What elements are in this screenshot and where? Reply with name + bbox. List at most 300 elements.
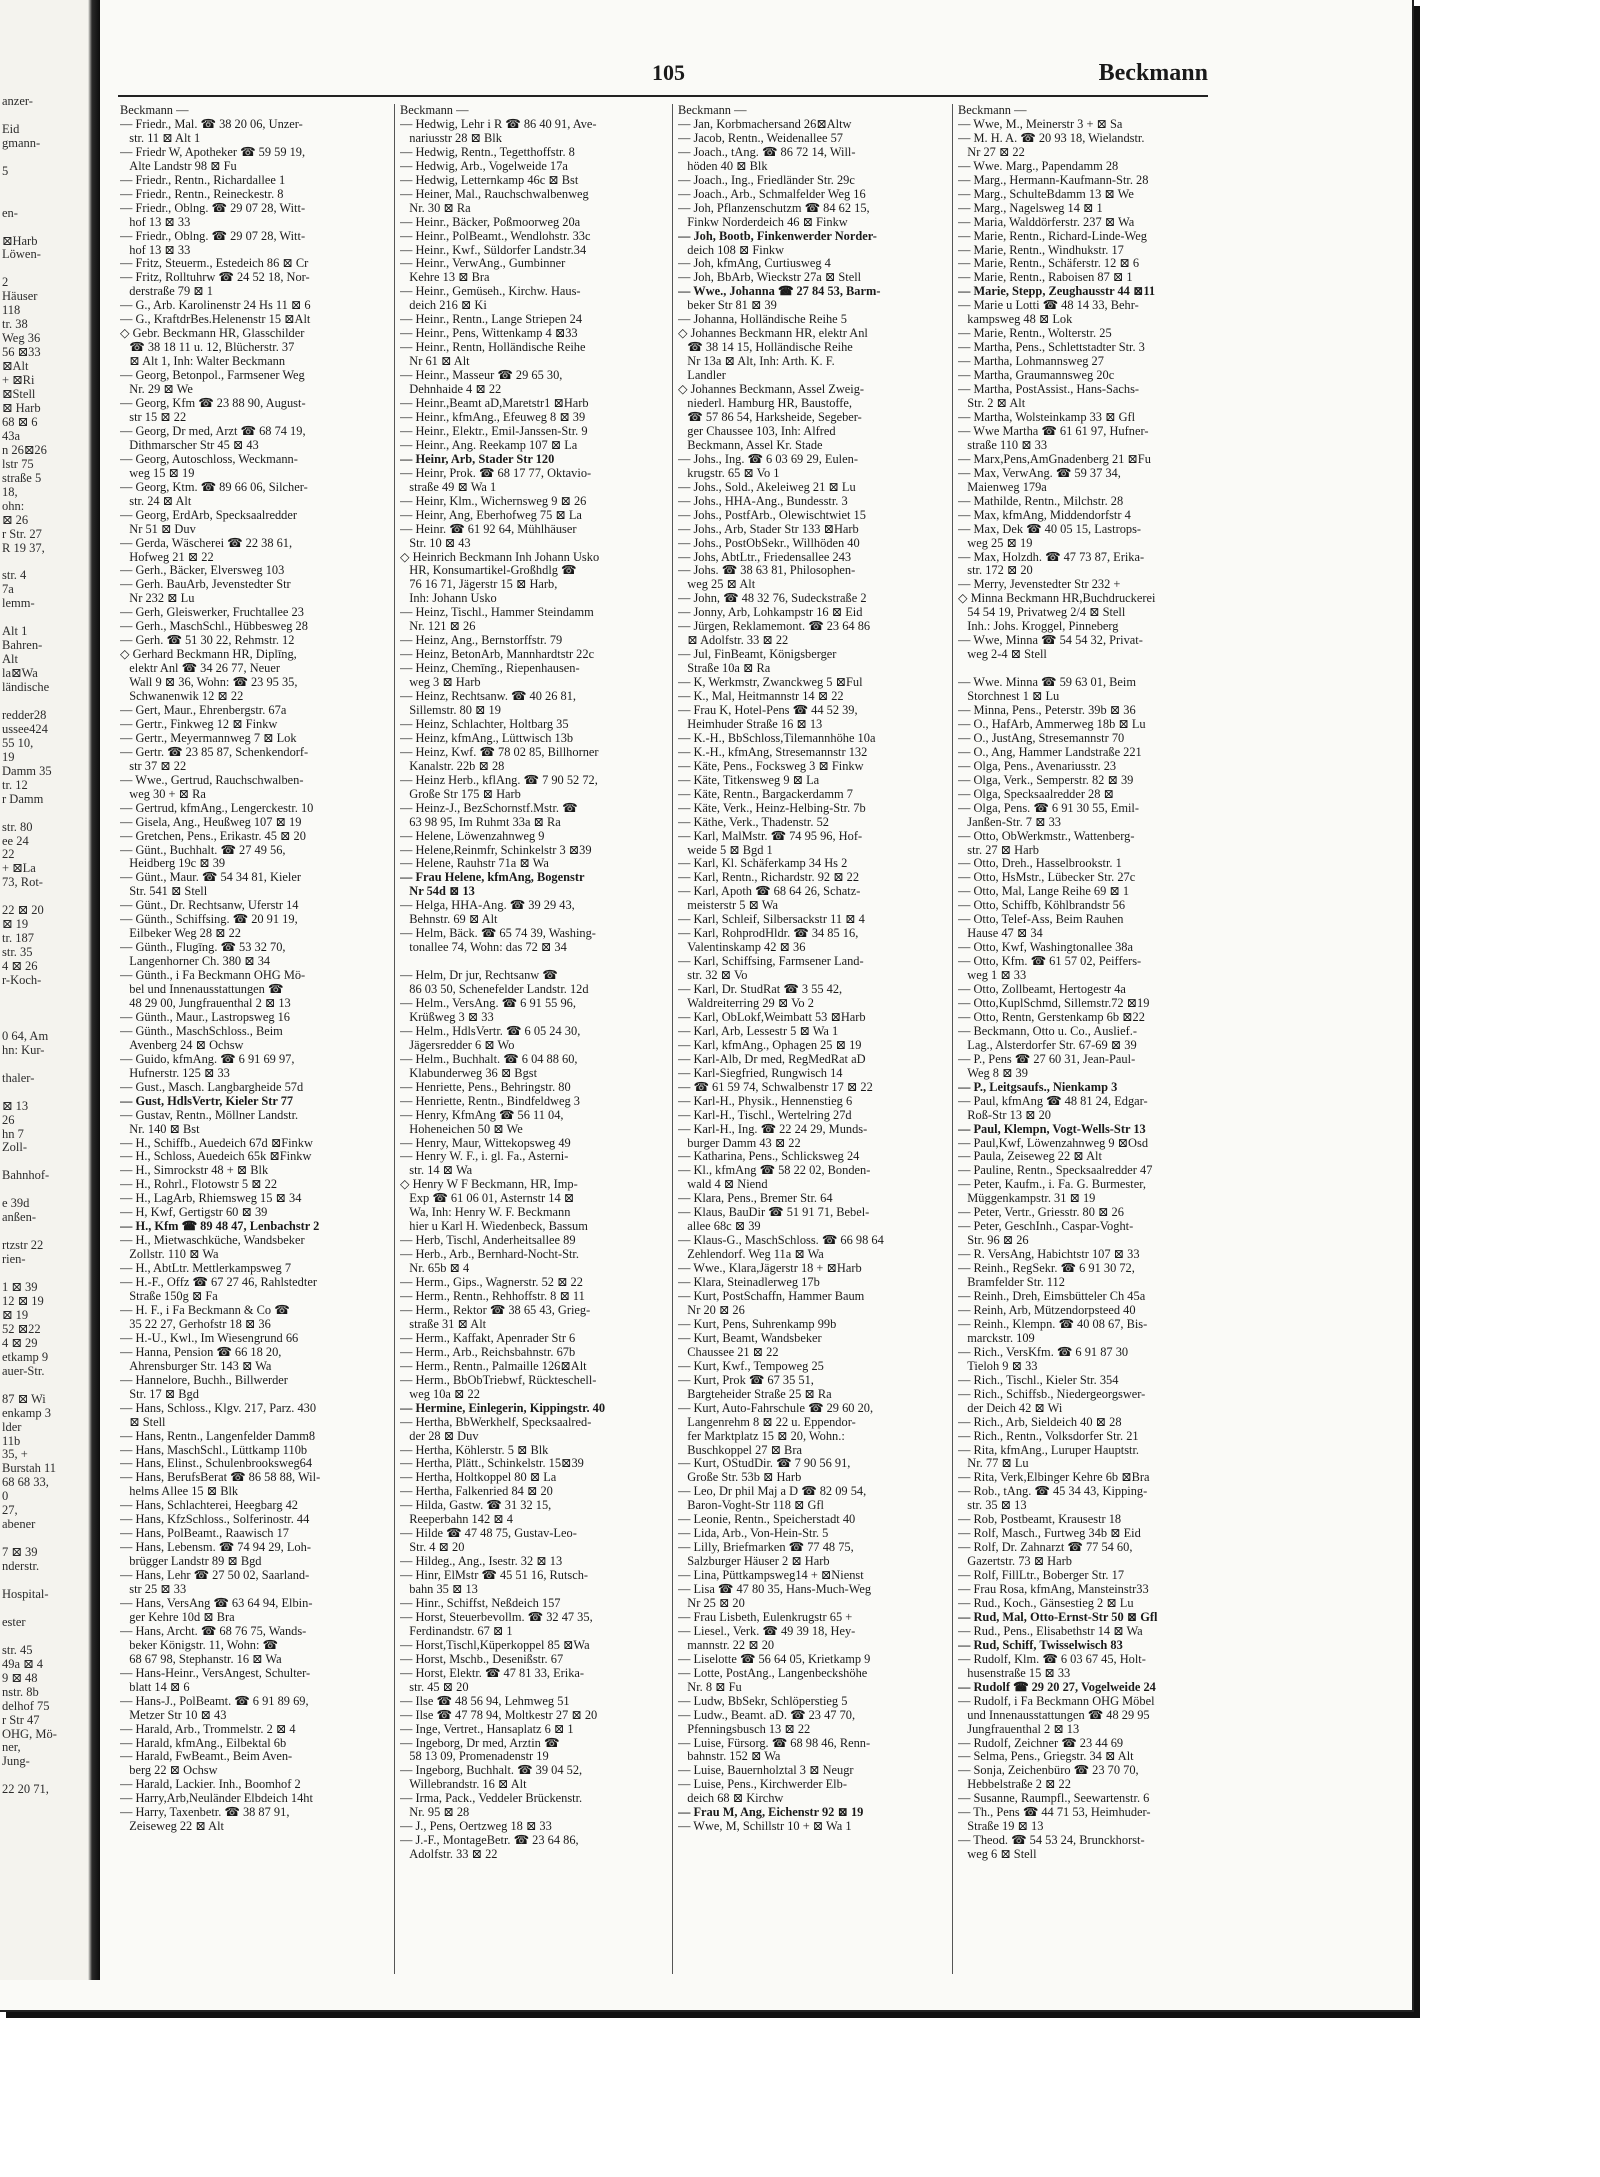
directory-entry: — Helm, Bäck. ☎ 65 74 39, Washing-: [400, 927, 596, 941]
directory-entry: — Kurt, Auto-Fahrschule ☎ 29 60 20,: [678, 1401, 874, 1415]
directory-entry: — Herm., Kaffakt, Apenrader Str 6: [400, 1331, 576, 1345]
gutter-fragment: 7a: [2, 582, 14, 597]
directory-entry: — Friedr., Oblng. ☎ 29 07 28, Witt-: [120, 229, 306, 243]
directory-entry: — Gerh, Gleiswerker, Fruchtallee 23: [120, 606, 304, 620]
column-divider: [952, 104, 953, 1974]
gutter-fragment: [2, 1574, 80, 1588]
directory-entry: — H., LagArb, Rhiemsweg 15 ⊠ 34: [120, 1192, 302, 1206]
directory-entry: — M. H. A. ☎ 20 93 18, Wielandstr.: [958, 131, 1145, 145]
gutter-fragment: r-Koch-: [2, 973, 42, 988]
directory-entry: — Lotte, PostAng., Langenbeckshöhe: [678, 1666, 868, 1680]
gutter-fragment: ⊠ 19: [2, 1307, 29, 1322]
gutter-fragment: auer-Str.: [2, 1363, 45, 1378]
gutter-fragment: Bahren-: [2, 638, 43, 653]
directory-entry: — Heinz, Rechtsanw. ☎ 40 26 81,: [400, 690, 577, 704]
directory-entry: — Friedr., Rentn., Richardallee 1: [120, 173, 286, 187]
directory-entry: — Heinz, Tischl., Hammer Steindamm: [400, 606, 594, 620]
directory-entry: Finkw Norderdeich 46 ⊠ Finkw: [678, 215, 848, 229]
directory-entry: — Hilda, Gastw. ☎ 31 32 15,: [400, 1499, 552, 1513]
directory-entry: — Reinh, Arb, Mützendorpsteed 40: [958, 1303, 1136, 1317]
gutter-fragment: ländische: [2, 680, 50, 695]
directory-entry: — Günth., Schiffsing. ☎ 20 91 19,: [120, 913, 298, 927]
directory-entry: Nr. 77 ⊠ Lu: [958, 1457, 1029, 1471]
directory-entry: Nr 61 ⊠ Alt: [400, 355, 470, 369]
gutter-fragment: en-: [2, 205, 18, 220]
directory-entry: — Rud., Koch., Gänsestieg 2 ⊠ Lu: [958, 1596, 1134, 1610]
directory-entry: — Hertha, Falkenried 84 ⊠ 20: [400, 1485, 553, 1499]
directory-entry: ◇ Gebr. Beckmann HR, Glasschilder: [120, 327, 305, 341]
directory-entry: beker Königstr. 11, Wohn: ☎: [120, 1638, 278, 1652]
directory-entry: — Frau Rosa, kfmAng, Mansteinstr33: [958, 1583, 1149, 1597]
directory-entry: Bramfelder Str. 112: [958, 1276, 1065, 1290]
directory-entry: brügger Landstr 89 ⊠ Bgd: [120, 1555, 262, 1569]
directory-entry: ⊠ Stell: [120, 1415, 166, 1429]
directory-entry: — Heinz, Schlachter, Holtbarg 35: [400, 717, 569, 731]
gutter-fragment: 56 ⊠33: [2, 345, 41, 360]
directory-entry: Jungfrauenthal 2 ⊠ 13: [958, 1722, 1080, 1736]
gutter-fragment: [2, 151, 80, 165]
gutter-fragment: [2, 221, 80, 235]
directory-entry: — Johs., Arb, Stader Str 133 ⊠Harb: [678, 522, 859, 536]
directory-entry: — Otto, Dreh., Hasselbrookstr. 1: [958, 857, 1122, 871]
directory-entry: Str. 17 ⊠ Bgd: [120, 1387, 199, 1401]
directory-entry: hier u Karl H. Wiedenbeck, Bassum: [400, 1220, 588, 1234]
directory-entry: — Harry,Arb,Neuländer Elbdeich 14ht: [120, 1792, 313, 1806]
directory-entry: — Henry, Maur, Wittekopsweg 49: [400, 1136, 571, 1150]
directory-entry: — Kurt, Kwf., Tempoweg 25: [678, 1359, 824, 1373]
directory-entry: Landler: [678, 369, 726, 383]
gutter-fragment: ⊠Harb: [2, 233, 38, 248]
gutter-fragment: Zoll-: [2, 1140, 27, 1155]
directory-entry: ☎ 57 86 54, Harksheide, Segeber-: [678, 410, 862, 424]
directory-entry: — Rudolf ☎ 29 20 27, Vogelweide 24: [958, 1680, 1156, 1694]
directory-entry: — Marg., Nagelsweg 14 ⊠ 1: [958, 201, 1103, 215]
directory-entry: — Karl-H., Tischl., Wertelring 27d: [678, 1108, 852, 1122]
directory-entry: — Helm., VersAng. ☎ 6 91 55 96,: [400, 997, 576, 1010]
directory-entry: burger Damm 43 ⊠ 22: [678, 1136, 801, 1150]
directory-entry: mannstr. 22 ⊠ 20: [678, 1638, 775, 1652]
directory-entry: — Otto, Kwf, Washingtonallee 38a: [958, 941, 1133, 955]
directory-entry: — Karl-H., Ing. ☎ 22 24 29, Munds-: [678, 1122, 868, 1136]
directory-entry: — Herm., Arb., Reichsbahnstr. 67b: [400, 1345, 576, 1359]
directory-entry: — Hedwig, Rentn., Tegetthoffstr. 8: [400, 145, 575, 159]
directory-entry: — Luise, Fürsorg. ☎ 68 98 46, Renn-: [678, 1736, 871, 1750]
directory-entry: — Hedwig, Letternkamp 46c ⊠ Bst: [400, 173, 579, 187]
directory-entry: ◇ Heinrich Beckmann Inh Johann Usko: [400, 550, 600, 564]
directory-entry: Valentinskamp 42 ⊠ 36: [678, 941, 806, 955]
directory-entry: Willebrandstr. 16 ⊠ Alt: [400, 1778, 527, 1792]
directory-entry: — Heinr., kfmAng., Efeuweg 8 ⊠ 39: [400, 410, 586, 424]
directory-entry: 76 16 71, Jägerstr 15 ⊠ Harb,: [400, 578, 558, 592]
directory-entry: Nr. 29 ⊠ We: [120, 383, 193, 397]
directory-entry: — K., Mal, Heitmannstr 14 ⊠ 22: [678, 690, 844, 704]
gutter-fragment: [2, 1267, 80, 1281]
directory-entry: Schwanenwik 12 ⊠ 22: [120, 690, 244, 704]
directory-entry: — Frau Helene, kfmAng, Bogenstr: [400, 871, 585, 885]
directory-entry: Sillemstr. 80 ⊠ 19: [400, 703, 501, 717]
directory-entry: — Joach., Arb., Schmalfelder Weg 16: [678, 187, 866, 201]
directory-entry: — P., Pens ☎ 27 60 31, Jean-Paul-: [958, 1052, 1136, 1066]
directory-entry: — Günth., i Fa Beckmann OHG Mö-: [120, 969, 306, 983]
directory-entry: — G., Arb. Karolinenstr 24 Hs 11 ⊠ 6: [120, 299, 311, 313]
gutter-fragment: [2, 1225, 80, 1239]
directory-entry: — Karl, RohprodHldr. ☎ 34 85 16,: [678, 927, 859, 941]
directory-entry: — Karl, Schleif, Silbersackstr 11 ⊠ 4: [678, 913, 865, 927]
gutter-fragment: e 39d: [2, 1196, 30, 1211]
directory-entry: Nr 13a ⊠ Alt, Inh: Arth. K. F.: [678, 355, 835, 369]
directory-entry: Langenhorner Ch. 380 ⊠ 34: [120, 955, 271, 969]
directory-entry: — Hedwig, Lehr i R ☎ 86 40 91, Ave-: [400, 117, 597, 131]
directory-entry: Zehlendorf. Weg 11a ⊠ Wa: [678, 1248, 824, 1262]
directory-entry: — K.-H., kfmAng, Stresemannstr 132: [678, 745, 868, 759]
directory-entry: — Otto, Rentn, Gerstenkamp 6b ⊠22: [958, 1010, 1145, 1024]
directory-entry: — Luise, Bauernholztal 3 ⊠ Neugr: [678, 1764, 854, 1778]
directory-entry: — Hildeg., Ang., Isestr. 32 ⊠ 13: [400, 1555, 563, 1569]
directory-entry: Weg 8 ⊠ 39: [958, 1066, 1028, 1080]
directory-entry: — Heinz, Chemīng., Riepenhausen-: [400, 662, 580, 676]
directory-entry: — Harald, FwBeamt., Beim Aven-: [120, 1750, 293, 1764]
directory-entry: — Martha, Lohmannsweg 27: [958, 355, 1104, 369]
directory-entry: — Hertha, Holtkoppel 80 ⊠ La: [400, 1471, 557, 1485]
directory-entry: — Gerh., MaschSchl., Hübbesweg 28: [120, 620, 308, 634]
directory-entry: — Rita, Verk,Elbinger Kehre 6b ⊠Bra: [958, 1471, 1150, 1485]
directory-entry: — Rich., Tischl., Kieler Str. 354: [958, 1373, 1119, 1387]
directory-entry: — Liselotte ☎ 56 64 05, Krietkamp 9: [678, 1652, 871, 1666]
directory-entry: — Rud, Mal, Otto-Ernst-Str 50 ⊠ Gfl: [958, 1610, 1158, 1624]
directory-entry: [400, 955, 670, 969]
directory-entry: niederl. Hamburg HR, Baustoffe,: [678, 397, 853, 411]
directory-entry: — Hertha, BbWerkhelf, Specksaalred-: [400, 1415, 592, 1429]
gutter-fragment: thaler-: [2, 1070, 35, 1085]
directory-entry: — Gerh. ☎ 51 30 22, Rehmstr. 12: [120, 634, 295, 648]
gutter-fragment: [2, 807, 80, 821]
column-divider: [672, 104, 673, 1974]
directory-entry: — Helm., HdlsVertr. ☎ 6 05 24 30,: [400, 1024, 581, 1038]
directory-entry: — Otto, Kfm. ☎ 61 57 02, Peiffers-: [958, 955, 1142, 969]
directory-entry: Str. 4 ⊠ 20: [400, 1541, 465, 1555]
directory-entry: — Heinz, BetonArb, Mannhardtstr 22c: [400, 648, 595, 662]
gutter-fragment: redder28: [2, 707, 47, 722]
directory-entry: Zeiseweg 22 ⊠ Alt: [120, 1820, 224, 1834]
directory-entry: tonallee 74, Wohn: das 72 ⊠ 34: [400, 941, 567, 955]
directory-entry: — Jacob, Rentn., Weidenallee 57: [678, 131, 843, 145]
gutter-fragment: 2: [2, 275, 9, 290]
directory-entry: 68 67 98, Stephanstr. 16 ⊠ Wa: [120, 1652, 282, 1666]
directory-entry: — Marie, Rentn., Richard-Linde-Weg: [958, 229, 1147, 243]
gutter-fragment: la⊠Wa: [2, 666, 38, 681]
directory-entry: Nr 54d ⊠ 13: [400, 885, 475, 899]
directory-entry: — Hertha, Plätt., Schinkelstr. 15⊠39: [400, 1457, 584, 1471]
directory-entry: ◇ Gerhard Beckmann HR, Diplīng,: [120, 648, 297, 662]
gutter-fragment: [2, 1183, 80, 1197]
directory-entry: Nr 27 ⊠ 22: [958, 145, 1025, 159]
directory-entry: — O., HafArb, Ammerweg 18b ⊠ Lu: [958, 717, 1146, 731]
directory-entry: — Rich., Arb, Sieldeich 40 ⊠ 28: [958, 1415, 1122, 1429]
directory-entry: Nr 20 ⊠ 26: [678, 1303, 745, 1317]
directory-entry: — Max, Holzdh. ☎ 47 73 87, Erika-: [958, 550, 1145, 564]
directory-entry: — Hans, BerufsBerat ☎ 86 58 88, Wil-: [120, 1471, 321, 1485]
gutter-fragment: ussee424: [2, 721, 48, 736]
gutter-fragment: Hospital-: [2, 1586, 49, 1601]
gutter-fragment: hn: Kur-: [2, 1042, 45, 1057]
directory-entry: — H.-F., Offz ☎ 67 27 46, Rahlstedter: [120, 1276, 317, 1290]
directory-entry: Salzburger Häuser 2 ⊠ Harb: [678, 1555, 830, 1569]
directory-entry: — Georg, Betonpol., Farmsener Weg: [120, 369, 305, 383]
directory-entry: — K, Werkmstr, Zwanckweg 5 ⊠Ful: [678, 676, 863, 690]
gutter-fragment: Alt 1: [2, 624, 28, 639]
directory-entry: — Hertha, Köhlerstr. 5 ⊠ Blk: [400, 1443, 549, 1457]
directory-entry: — Otto, Mal, Lange Reihe 69 ⊠ 1: [958, 885, 1130, 899]
directory-entry: — Helene,Reinmfr, Schinkelstr 3 ⊠39: [400, 843, 592, 857]
gutter-fragment: 26: [2, 1112, 15, 1127]
directory-entry: — Georg, ErdArb, Specksaalredder: [120, 508, 297, 522]
gutter-fragment: etkamp 9: [2, 1349, 49, 1364]
directory-entry: — Klaus-G., MaschSchloss. ☎ 66 98 64: [678, 1234, 884, 1248]
directory-entry: — Klara, Steinadlerweg 17b: [678, 1276, 820, 1290]
directory-entry: — Hedwig, Arb., Vogelweide 17a: [400, 159, 568, 173]
directory-entry: — Helene, Löwenzahnweg 9: [400, 829, 545, 843]
directory-entry: — Kurt, OStudDir. ☎ 7 90 56 91,: [678, 1457, 851, 1471]
directory-entry: Klabunderweg 36 ⊠ Bgst: [400, 1066, 538, 1080]
directory-entry: Kanalstr. 22b ⊠ 28: [400, 759, 505, 773]
directory-entry: ◇ Henry W F Beckmann, HR, Imp-: [400, 1178, 578, 1192]
directory-entry: Dithmarscher Str 45 ⊠ 43: [120, 438, 259, 452]
directory-entry: — Lida, Arb., Von-Hein-Str. 5: [678, 1527, 829, 1541]
directory-entry: — Olga, Pens. ☎ 6 91 30 55, Emil-: [958, 801, 1139, 815]
directory-entry: Heimhuder Straße 16 ⊠ 13: [678, 717, 823, 731]
directory-entry: straße 49 ⊠ Wa 1: [400, 480, 497, 494]
directory-entry: — Rolf, Masch., Furtweg 34b ⊠ Eid: [958, 1527, 1141, 1541]
directory-entry: Große Str. 53b ⊠ Harb: [678, 1471, 802, 1485]
directory-entry: — Friedr W, Apotheker ☎ 59 59 19,: [120, 145, 306, 159]
directory-entry: — Gerh., Bäcker, Elversweg 103: [120, 564, 285, 578]
directory-entry: allee 68c ⊠ 39: [678, 1220, 761, 1234]
gutter-fragment: 18,: [2, 484, 18, 499]
directory-entry: weg 30 + ⊠ Ra: [120, 787, 206, 801]
directory-entry: — Günt., Dr. Rechtsanw, Uferstr 14: [120, 899, 299, 913]
gutter-fragment: 19: [2, 749, 15, 764]
directory-column-3: [678, 104, 948, 1984]
directory-entry: — Heinr, Prok. ☎ 68 17 77, Oktavio-: [400, 466, 592, 480]
directory-entry: ☎ 38 18 11 u. 12, Blücherstr. 37: [120, 341, 295, 355]
column-heading: Beckmann —: [678, 104, 747, 117]
directory-entry: — Guido, kfmAng. ☎ 6 91 69 97,: [120, 1052, 295, 1066]
directory-entry: — Joh, BbArb, Wieckstr 27a ⊠ Stell: [678, 271, 862, 285]
gutter-fragment: [2, 1002, 80, 1016]
directory-entry: Nr 25 ⊠ 20: [678, 1596, 745, 1610]
directory-entry: — Inge, Vertret., Hansaplatz 6 ⊠ 1: [400, 1722, 574, 1736]
gutter-fragment: nderstr.: [2, 1559, 40, 1574]
directory-entry: — Jan, Korbmachersand 26⊠Altw: [678, 117, 852, 131]
gutter-fragment: Damm 35: [2, 763, 52, 778]
column-divider: [394, 104, 395, 1974]
directory-entry: — Otto, HsMstr., Lübecker Str. 27c: [958, 871, 1136, 885]
directory-entry: str. 27 ⊠ Harb: [958, 843, 1039, 857]
directory-entry: — Klaus, BauDir ☎ 51 91 71, Bebel-: [678, 1206, 870, 1220]
directory-entry: 58 13 09, Promenadenstr 19: [400, 1750, 549, 1764]
directory-entry: — Günt., Maur. ☎ 54 34 81, Kieler: [120, 871, 301, 885]
gutter-fragment: 68 ⊠ 6: [2, 414, 38, 429]
directory-entry: — Luise, Pens., Kirchwerder Elb-: [678, 1778, 847, 1792]
directory-entry: — Heinr., Ang. Reekamp 107 ⊠ La: [400, 438, 578, 452]
gutter-fragment: Alt: [2, 652, 18, 667]
directory-entry: Alte Landstr 98 ⊠ Fu: [120, 159, 237, 173]
directory-entry: — Karl, Apoth ☎ 68 64 26, Schatz-: [678, 885, 861, 899]
directory-entry: — Rudolf, i Fa Beckmann OHG Möbel: [958, 1694, 1155, 1708]
directory-entry: — Johs., PostfArb., Olewischtwiet 15: [678, 508, 866, 522]
directory-entry: — Heinr. ☎ 61 92 64, Mühlhäuser: [400, 522, 577, 536]
directory-entry: ☎ 38 14 15, Holländische Reihe: [678, 341, 853, 355]
gutter-fragment: str. 4: [2, 568, 27, 583]
gutter-fragment: ⊠Alt: [2, 359, 29, 374]
directory-entry: — Herb., Arb., Bernhard-Nocht-Str.: [400, 1248, 579, 1262]
directory-entry: — Heinz Herb., kflAng. ☎ 7 90 52 72,: [400, 773, 598, 787]
directory-entry: — Hans, PolBeamt., Raawisch 17: [120, 1527, 289, 1541]
directory-entry: — Käte, Pens., Focksweg 3 ⊠ Finkw: [678, 759, 864, 773]
gutter-fragment: ner,: [2, 1740, 21, 1755]
directory-entry: Behnstr. 69 ⊠ Alt: [400, 913, 498, 927]
directory-entry: — Kurt, Beamt, Wandsbeker: [678, 1331, 822, 1345]
directory-entry: Baron-Voght-Str 118 ⊠ Gfl: [678, 1499, 824, 1513]
directory-entry: — Wwe. Marg., Papendamm 28: [958, 159, 1119, 173]
directory-entry: Ahrensburger Str. 143 ⊠ Wa: [120, 1359, 272, 1373]
directory-entry: — Wwe., Gertrud, Rauchschwalben-: [120, 773, 304, 787]
gutter-fragment: nstr. 8b: [2, 1684, 39, 1699]
directory-entry: — Karl, Arb, Lessestr 5 ⊠ Wa 1: [678, 1024, 839, 1038]
running-head: Beckmann: [1098, 60, 1208, 86]
gutter-fragment: abener: [2, 1517, 36, 1532]
gutter-fragment: 43a: [2, 428, 21, 443]
gutter-fragment: 0: [2, 1489, 9, 1504]
directory-entry: Kehre 13 ⊠ Bra: [400, 271, 490, 285]
directory-entry: — Lilly, Briefmarken ☎ 77 48 75,: [678, 1541, 854, 1555]
directory-entry: Chaussee 21 ⊠ 22: [678, 1345, 779, 1359]
gutter-fragment: rien-: [2, 1252, 26, 1267]
directory-entry: ger Kehre 10d ⊠ Bra: [120, 1610, 235, 1624]
gutter-fragment: anzer-: [2, 95, 33, 108]
directory-entry: — Gert, Maur., Ehrenbergstr. 67a: [120, 703, 287, 717]
gutter-fragment: [2, 109, 80, 123]
gutter-fragment: ⊠ 19: [2, 917, 29, 932]
directory-entry: Nr. 95 ⊠ 28: [400, 1806, 470, 1820]
directory-entry: — Georg, Dr med, Arzt ☎ 68 74 19,: [120, 424, 306, 438]
directory-entry: Nr. 140 ⊠ Bst: [120, 1122, 200, 1136]
gutter-fragment: ⊠ Harb: [2, 400, 41, 415]
directory-entry: — Wwe, M, Schillstr 10 + ⊠ Wa 1: [678, 1820, 852, 1834]
directory-entry: — Rud, Schiff, Twisselwisch 83: [958, 1638, 1123, 1652]
directory-entry: Nr. 30 ⊠ Ra: [400, 201, 471, 215]
directory-entry: Inh: Johann Usko: [400, 592, 497, 606]
directory-entry: — Karl, kfmAng., Ophagen 25 ⊠ 19: [678, 1038, 862, 1052]
directory-entry: — Marie, Rentn., Raboisen 87 ⊠ 1: [958, 271, 1133, 285]
directory-entry: 86 03 50, Schenefelder Landstr. 12d: [400, 983, 589, 997]
directory-entry: — Kurt, Pens, Suhrenkamp 99b: [678, 1317, 837, 1331]
directory-entry: — Gust., Masch. Langbargheide 57d: [120, 1080, 304, 1094]
gutter-fragment: lemm-: [2, 596, 35, 611]
directory-entry: — Johs., Ing. ☎ 6 03 69 29, Eulen-: [678, 452, 858, 466]
gutter-fragment: [2, 179, 80, 193]
directory-entry: — Ilse ☎ 47 78 94, Moltkestr 27 ⊠ 20: [400, 1708, 598, 1722]
directory-entry: — Peter, Vertr., Griesstr. 80 ⊠ 26: [958, 1206, 1124, 1220]
directory-entry: — Henriette, Pens., Behringstr. 80: [400, 1080, 571, 1094]
directory-entry: — Heinr., Masseur ☎ 29 65 30,: [400, 369, 563, 383]
directory-entry: — J., Pens, Oertzweg 18 ⊠ 33: [400, 1820, 552, 1834]
directory-entry: weg 25 ⊠ 19: [958, 536, 1033, 550]
directory-entry: — Reinh., RegSekr. ☎ 6 91 30 72,: [958, 1262, 1135, 1276]
directory-entry: derstraße 79 ⊠ 1: [120, 285, 213, 299]
directory-entry: — Lina, Püttkampsweg14 + ⊠Nienst: [678, 1569, 864, 1583]
gutter-fragment: OHG, Mö-: [2, 1726, 57, 1741]
directory-entry: — Heinr., Gemüseh., Kirchw. Haus-: [400, 285, 581, 299]
directory-entry: — Marx,Pens,AmGnadenberg 21 ⊠Fu: [958, 452, 1151, 466]
directory-entry: — Heiner, Mal., Rauchschwalbenweg: [400, 187, 589, 201]
directory-entry: — Selma, Pens., Griegstr. 34 ⊠ Alt: [958, 1750, 1134, 1764]
directory-entry: 54 54 19, Privatweg 2/4 ⊠ Stell: [958, 606, 1126, 620]
gutter-fragment: 4 ⊠ 26: [2, 959, 38, 974]
gutter-fragment: 35, +: [2, 1447, 28, 1462]
directory-entry: — Horst, Steuerbevollm. ☎ 32 47 35,: [400, 1610, 593, 1624]
directory-entry: Roß-Str 13 ⊠ 20: [958, 1108, 1051, 1122]
directory-entry: — Olga, Pens., Avenariusstr. 23: [958, 759, 1117, 773]
gutter-fragment: 1 ⊠ 39: [2, 1280, 38, 1295]
gutter-fragment: [2, 1532, 80, 1546]
page-header: [118, 60, 1208, 94]
directory-entry: Jägersredder 6 ⊠ Wo: [400, 1038, 515, 1052]
directory-entry: helms Allee 15 ⊠ Blk: [120, 1485, 239, 1499]
directory-entry: Müggenkampstr. 31 ⊠ 19: [958, 1192, 1096, 1206]
directory-entry: Zollstr. 110 ⊠ Wa: [120, 1248, 219, 1262]
directory-entry: meisterstr 5 ⊠ Wa: [678, 899, 779, 913]
directory-entry: — Lisa ☎ 47 80 35, Hans-Much-Weg: [678, 1583, 872, 1597]
directory-entry: — Th., Pens ☎ 44 71 53, Heimhuder-: [958, 1806, 1151, 1820]
directory-entry: ⊠ Alt 1, Inh: Walter Beckmann: [120, 355, 286, 369]
directory-entry: — Johs, AbtLtr., Friedensallee 243: [678, 550, 852, 564]
directory-entry: — Martha, PostAssist., Hans-Sachs-: [958, 383, 1140, 397]
directory-entry: — Gust, HdlsVertr, Kieler Str 77: [120, 1094, 294, 1108]
directory-entry: str. 45 ⊠ 20: [400, 1680, 469, 1694]
directory-entry: Hofweg 21 ⊠ 22: [120, 550, 214, 564]
directory-entry: höden 40 ⊠ Blk: [678, 159, 768, 173]
directory-entry: — Heinr, Arb, Stader Str 120: [400, 452, 555, 466]
directory-entry: deich 68 ⊠ Kirchw: [678, 1792, 784, 1806]
gutter-fragment: [2, 1630, 80, 1644]
directory-entry: — Gertrud, kfmAng., Lengerckestr. 10: [120, 801, 314, 815]
directory-entry: — Georg, Autoschloss, Weckmann-: [120, 452, 298, 466]
directory-entry: Bargteheider Straße 25 ⊠ Ra: [678, 1387, 832, 1401]
gutter-fragment: ester: [2, 1614, 26, 1629]
gutter-fragment: Weg 36: [2, 331, 41, 346]
directory-entry: husenstraße 15 ⊠ 33: [958, 1666, 1071, 1680]
directory-entry: — Heinz-J., BezSchornstf.Mstr. ☎: [400, 801, 578, 815]
gutter-fragment: rtzstr 22: [2, 1238, 44, 1253]
directory-entry: — Helm., Buchhalt. ☎ 6 04 88 60,: [400, 1052, 578, 1066]
directory-entry: ger Chaussee 103, Inh: Alfred: [678, 424, 836, 438]
directory-entry: — Irma, Pack., Veddeler Brückenstr.: [400, 1792, 583, 1806]
directory-entry: — Johs., Sold., Akeleiweg 21 ⊠ Lu: [678, 480, 856, 494]
gutter-fragment: 68 68 33,: [2, 1475, 49, 1490]
directory-entry: — Rolf, Dr. Zahnarzt ☎ 77 54 60,: [958, 1541, 1133, 1555]
directory-entry: — Herb, Tischl, Anderheitsallee 89: [400, 1234, 576, 1248]
directory-entry: — Karl, Kl. Schäferkamp 34 Hs 2: [678, 857, 848, 871]
directory-entry: Straße 10a ⊠ Ra: [678, 662, 771, 676]
directory-entry: — Ludw, BbSekr, Schlöperstieg 5: [678, 1694, 848, 1708]
gutter-fragment: 87 ⊠ Wi: [2, 1391, 46, 1406]
directory-entry: — Jonny, Arb, Lohkampstr 16 ⊠ Eid: [678, 606, 863, 620]
directory-entry: — Fritz, Steuerm., Estedeich 86 ⊠ Cr: [120, 257, 309, 271]
directory-entry: ◇ Minna Beckmann HR,Buchdruckerei: [958, 592, 1156, 606]
directory-entry: — Herm., Rentn., Rehhoffstr. 8 ⊠ 11: [400, 1290, 585, 1304]
directory-entry: — Rich., VersKfm. ☎ 6 91 87 30: [958, 1345, 1129, 1359]
